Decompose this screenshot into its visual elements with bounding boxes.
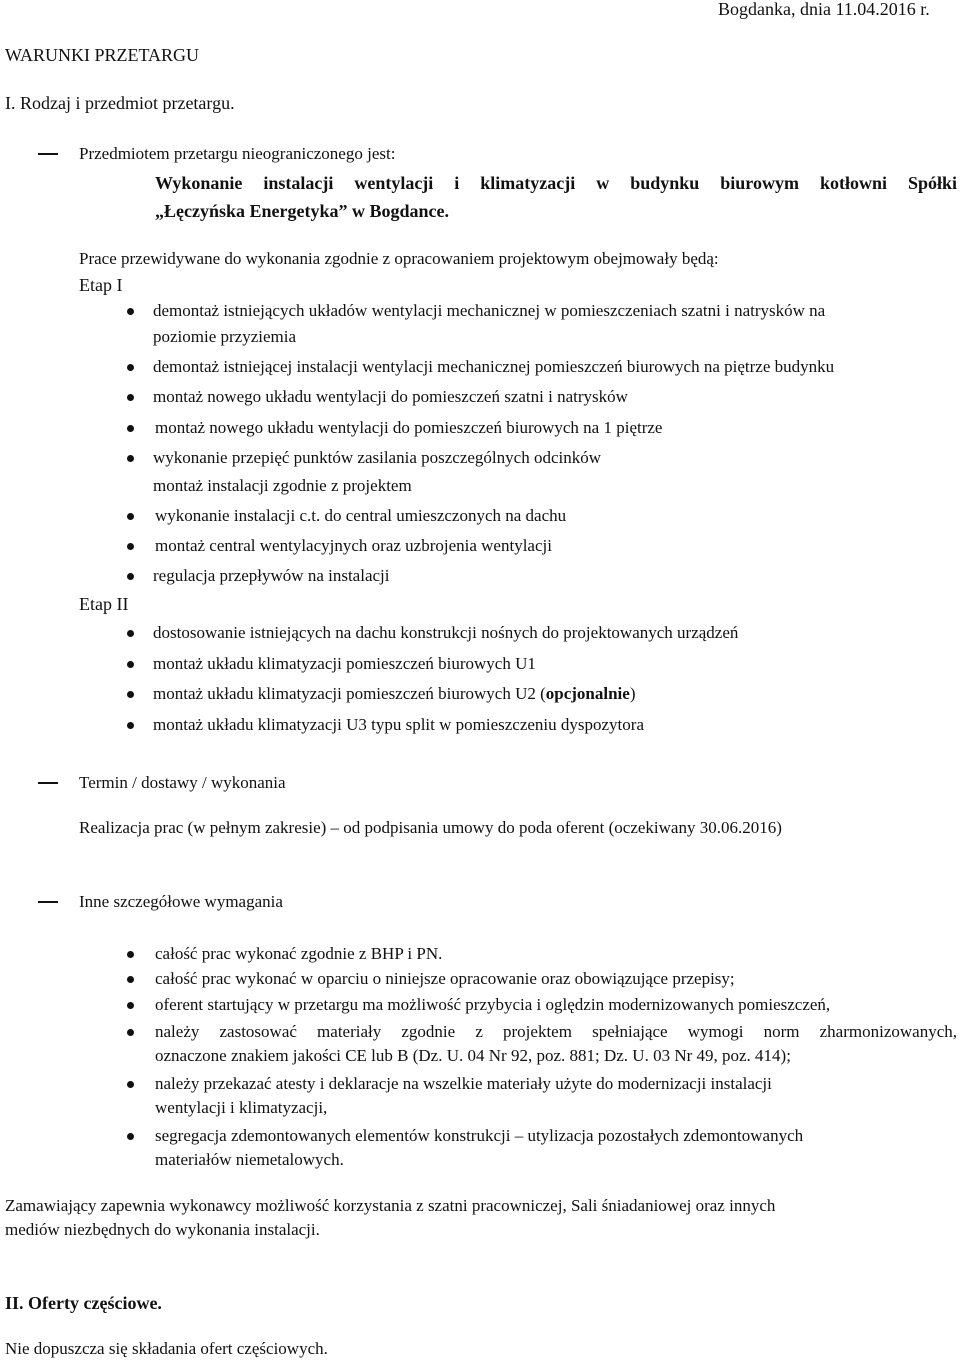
list-item-text: montaż układu klimatyzacji pomieszczeń biurowych U2 ( [153, 684, 546, 703]
bullet [127, 308, 134, 315]
bullet [127, 573, 134, 580]
list-item: regulacja przepływów na instalacji [153, 566, 390, 585]
stage-2-label: Etap II [79, 594, 129, 614]
list-item-continuation: poziomie przyziemia [153, 327, 297, 346]
list-item: wykonanie przepięć punktów zasilania poszczególnych odcinków [153, 448, 601, 467]
list-item: demontaż istniejących układów wentylacji mechanicznej w pomieszczeniach szatni i natrysków na [153, 301, 826, 320]
list-item: wykonanie instalacji c.t. do central umieszczonych na dachu [155, 506, 567, 525]
list-item: należy zastosować materiały zgodnie z projektem spełniające wymogi norm zharmonizowanych, [155, 1022, 957, 1041]
list-item: segregacja zdemontowanych elementów konstrukcji – utylizacja pozostałych zdemontowanych [155, 1126, 804, 1145]
bullet [127, 976, 134, 983]
bullet [127, 1002, 134, 1009]
place-date: Bogdanka, dnia 11.04.2016 r. [718, 0, 930, 19]
list-item: oferent startujący w przetargu ma możliwość przybycia i oględzin modernizowanych pomieszczeń, [155, 995, 831, 1014]
bullet [127, 1029, 134, 1036]
list-item: demontaż istniejącej instalacji wentylacji mechanicznej pomieszczeń biurowych na piętrze budynku [153, 357, 835, 376]
list-item-continuation: materiałów niemetalowych. [155, 1150, 344, 1169]
subject-intro: Przedmiotem przetargu nieograniczonego jest: [79, 144, 396, 163]
list-item: montaż nowego układu wentylacji do pomieszczeń szatni i natrysków [153, 387, 628, 406]
dash-marker [38, 153, 58, 155]
list-item: należy przekazać atesty i deklaracje na wszelkie materiały użyte do modernizacji instalacji [155, 1074, 772, 1093]
term-text: Realizacja prac (w pełnym zakresie) – od podpisania umowy do poda oferent (oczekiwany 30.06.2016) [79, 818, 782, 837]
list-item: całość prac wykonać w oparciu o niniejsze opracowanie oraz obowiązujące przepisy; [155, 969, 735, 988]
bullet [127, 951, 134, 958]
list-item-text: ) [629, 684, 636, 703]
list-item-continuation: wentylacji i klimatyzacji, [155, 1098, 328, 1117]
stage-1-label: Etap I [79, 275, 123, 295]
list-item: dostosowanie istniejących na dachu konstrukcji nośnych do projektowanych urządzeń [153, 623, 739, 642]
bullet [127, 394, 134, 401]
optional-emphasis: opcjonalnie [545, 684, 630, 703]
bullet [127, 364, 134, 371]
list-item-continuation: oznaczone znakiem jakości CE lub B (Dz. U. 04 Nr 92, poz. 881; Dz. U. 03 Nr 49, poz. 414); [155, 1046, 791, 1065]
dash-marker [38, 901, 58, 903]
list-item: montaż układu klimatyzacji U3 typu split w pomieszczeniu dyspozytora [153, 715, 644, 734]
works-intro: Prace przewidywane do wykonania zgodnie z opracowaniem projektowym obejmowały będą: [79, 249, 719, 268]
other-heading: Inne szczegółowe wymagania [79, 892, 283, 911]
closing-paragraph-line-2: mediów niezbędnych do wykonania instalacji. [5, 1220, 320, 1239]
bullet [127, 513, 134, 520]
bullet [127, 722, 134, 729]
term-heading: Termin / dostawy / wykonania [79, 773, 286, 792]
dash-marker [38, 782, 58, 784]
list-item: całość prac wykonać zgodnie z BHP i PN. [155, 944, 443, 963]
list-item-continuation: montaż instalacji zgodnie z projektem [153, 476, 412, 495]
bullet [127, 543, 134, 550]
document-title: WARUNKI PRZETARGU [5, 45, 200, 65]
subject-line-1: Wykonanie instalacji wentylacji i klimatyzacji w budynku biurowym kotłowni Spółki [155, 173, 957, 193]
list-item: montaż układu klimatyzacji pomieszczeń biurowych U1 [153, 654, 536, 673]
section-2-heading: II. Oferty częściowe. [5, 1293, 162, 1313]
list-item: montaż nowego układu wentylacji do pomieszczeń biurowych na 1 piętrze [155, 418, 663, 437]
bullet [127, 1081, 134, 1088]
section-2-text: Nie dopuszcza się składania ofert częściowych. [5, 1339, 328, 1358]
bullet [127, 455, 134, 462]
bullet [127, 661, 134, 668]
list-item: montaż central wentylacyjnych oraz uzbrojenia wentylacji [155, 536, 552, 555]
bullet [127, 691, 134, 698]
subject-line-2: „Łęczyńska Energetyka” w Bogdance. [155, 201, 449, 221]
list-item [153, 685, 636, 702]
bullet [127, 1133, 134, 1140]
bullet [127, 425, 134, 432]
bullet [127, 630, 134, 637]
closing-paragraph-line-1: Zamawiający zapewnia wykonawcy możliwość korzystania z szatni pracowniczej, Sali śniadaniowej oraz innych [5, 1196, 776, 1215]
section-1-heading: I. Rodzaj i przedmiot przetargu. [5, 93, 235, 113]
